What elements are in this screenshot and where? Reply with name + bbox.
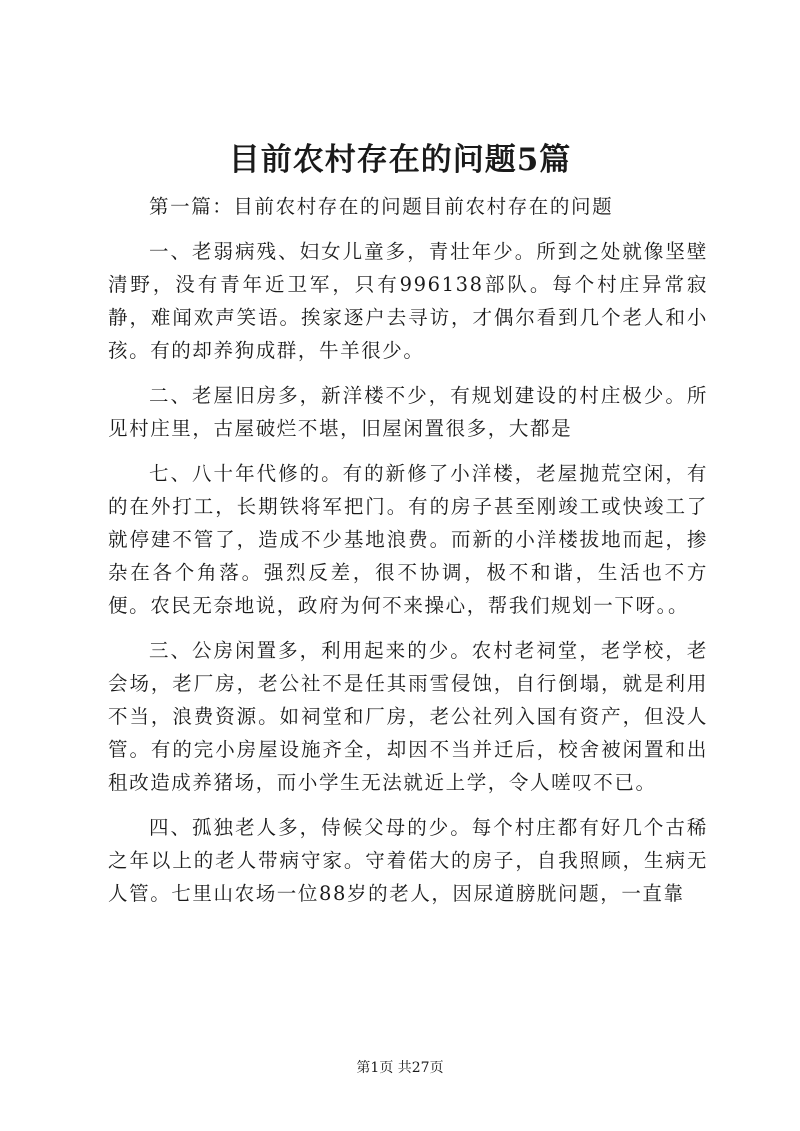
paragraph: 三、公房闲置多，利用起来的少。农村老祠堂，老学校，老会场，老厂房，老公社不是任其雨雪侵蚀，自行倒塌，就是利用不当，浪费资源。如祠堂和厂房，老公社列入国有资产，但没人管。有的完小房屋设施齐全，却因不当并迁后，校舍被闲置和出租改造成养猪场，而小学生无法就近上学，令人嗟叹不已。 (108, 639, 708, 794)
document-body (108, 190, 708, 922)
document-title: 目前农村存在的问题5篇 (228, 142, 572, 178)
paragraph: 四、孤独老人多，侍候父母的少。每个村庄都有好几个古稀之年以上的老人带病守家。守着偌大的房子，自我照顾，生病无人管。七里山农场一位88岁的老人，因尿道膀胱问题，一直靠 (108, 816, 708, 905)
paragraph: 七、八十年代修的。有的新修了小洋楼，老屋抛荒空闲，有的在外打工，长期铁将军把门。有的房子甚至刚竣工或快竣工了就停建不管了，造成不少基地浪费。而新的小洋楼拔地而起，掺杂在各个角落。强烈反差，很不协调，极不和谐，生活也不方便。农民无奈地说，政府为何不来操心，帮我们规划一下呀。。 (108, 462, 708, 617)
paragraph-heading: 第一篇：目前农村存在的问题目前农村存在的问题 (149, 195, 614, 218)
page-number: 第1页 共27页 (356, 1060, 444, 1076)
paragraph: 一、老弱病残、妇女儿童多，青壮年少。所到之处就像坚壁清野，没有青年近卫军，只有996138部队。每个村庄异常寂静，难闻欢声笑语。挨家逐户去寻访，才偶尔看到几个老人和小孩。有的却养狗成群，牛羊很少。 (108, 240, 708, 362)
paragraph: 二、老屋旧房多，新洋楼不少，有规划建设的村庄极少。所见村庄里，古屋破烂不堪，旧屋闲置很多，大都是 (108, 384, 708, 440)
